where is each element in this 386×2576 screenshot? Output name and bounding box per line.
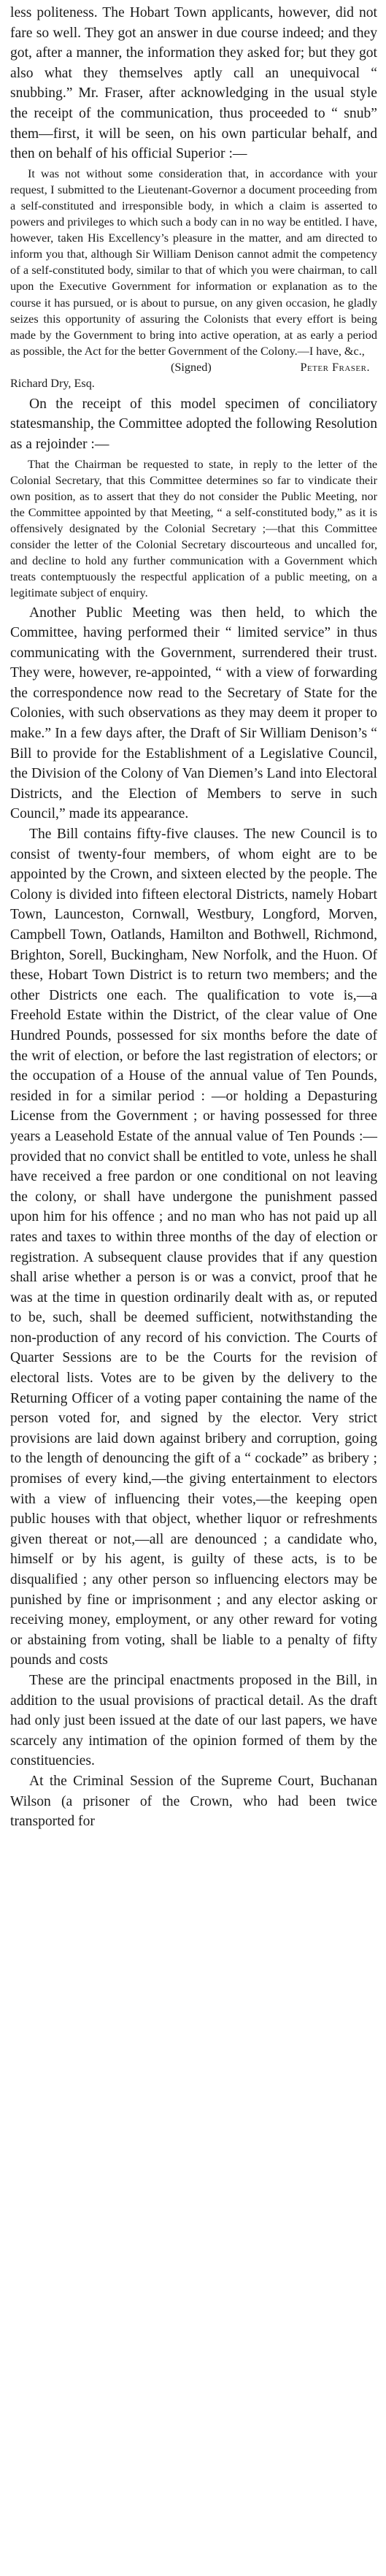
article-paragraph-fraser-snub: less politeness. The Hobart Town applicants, however, did not fare so well. They got an answer in due course indeed; and they got, after a manner, the information they asked for; but they got also what they themselves aptly call an unequivocal “ snubbing.” Mr. Fraser, after acknowledging in the usual style the receipt of the communication, thus proceeded to “ snub” them—first, it will be seen, on his own particular behalf, and then on behalf of his official Superior :— bbox=[10, 5, 377, 162]
article-paragraph-criminal-session: At the Criminal Session of the Supreme Court, Buchanan Wilson (a prisoner of the Crown, who had been twice transported for bbox=[10, 1773, 377, 1830]
article-paragraph-bill-clauses: The Bill contains fifty-five clauses. The new Council is to consist of twenty-four members, of whom eight are to be appointed by the Crown, and sixteen elected by the people. The Colony is divided into fifteen electoral Districts, namely Hobart Town, Launceston, Cornwall, Westbury, Longford, Morven, Campbell Town, Oatlands, Hamilton and Bothwell, Richmond, Brighton, Sorell, Buckingham, New Norfolk, and the Huon. Of these, Hobart Town District is to return two members; and the other Districts one each. The qualification to vote is,—a Freehold Estate within the District, of the clear value of One Hundred Pounds, possessed for six months before the date of the writ of election, or before the last registration of electors; or the occupation of a House of the annual value of Ten Pounds, resided in for a similar period : —or holding a Depasturing License from the Government ; or having possessed for three years a Leasehold Estate of the annual value of Ten Pounds :—provided that no convict shall be entitled to vote, unless he shall have received a free pardon or one conditional on not leaving the colony, or shall have undergone the punishment passed upon him for his offence ; and no man who has not paid up all rates and taxes to within three months of the day of election or registration. A subsequent clause provides that if any question shall arise whether a person is or was a convict, proof that he was at the time in question ordinarily dealt with as, or reputed to be, such, shall be deemed sufficient, notwithstanding the non-production of any record of his conviction. The Courts of Quarter Sessions are to be the Courts for the revision of electoral lists. Votes are to be given by the delivery to the Returning Officer of a voting paper containing the name of the person voted for, and signed by the elector. Very strict provisions are laid down against bribery and corruption, going to the length of denouncing the gift of a “ cockade” as bribery ; promises of every kind,—the giving entertainment to electors with a view of influencing their votes,—the keeping open public houses with that object, whether liquor or refreshments given thereat or not,—all are denounced ; a candidate who, himself or by his agent, is guilty of these acts, is to be disqualified ; any other person so influencing electors may be punished by fine or imprisonment ; and any elector asking or receiving money, employment, or any other reward for voting or abstaining from voting, shall be liable to a penalty of fifty pounds and costs bbox=[10, 827, 377, 1668]
letter-author: Peter Fraser. bbox=[300, 360, 370, 374]
quoted-letter-colonial-secretary: It was not without some consideration that, in accordance with your request, I submitted to the Lieutenant-Governor a document proceeding from a self-constituted and irresponsible body, in which a claim is asserted to powers and privileges to which such a body can in no way be entitled. I have, however, taken His Excellency’s pleasure in the matter, and am directed to inform you that, although Sir William Denison cannot admit the competency of a self-constituted body, similar to that of which you were chairman, to call upon the Executive Government for information or explanation as to the course it has pursued, or is about to pursue, on any given occasion, he gladly seizes this opportunity of assuring the Colonists that every effort is being made by the Government to bring into active operation, at as early a period as possible, the Act for the better Government of the Colony.—I have, &c., bbox=[10, 166, 377, 358]
quoted-committee-resolution: That the Chairman be requested to state, in reply to the letter of the Colonial Secretary, that this Committee determines so far to vindicate their own position, as to assert that they do not consider the Public Meeting, nor the Committee appointed by that Meeting, “ a self-constituted body,” as it is offensively designated by the Colonial Secretary ;—that this Committee consider the letter of the Colonial Secretary discourteous and uncalled for, and decline to hold any further communication with a Government which treats contemptuously the respectful application of a public meeting, on a legitimate subject of enquiry. bbox=[10, 457, 377, 600]
letter-signature bbox=[10, 359, 377, 375]
signed-mark: (Signed) bbox=[171, 360, 212, 374]
article-paragraph-committee-rejoinder: On the receipt of this model specimen of conciliatory statesmanship, the Committee adopted the following Resolution as a rejoinder :— bbox=[10, 396, 377, 453]
article-paragraph-principal-enactments: These are the principal enactments proposed in the Bill, in addition to the usual provisions of practical detail. As the draft had only just been issued at the date of our last papers, we have scarcely any intimation of the opinion formed of them by the constituencies. bbox=[10, 1672, 377, 1769]
article-paragraph-public-meeting: Another Public Meeting was then held, to which the Committee, having performed their “ limited service” in thus communicating with the Government, surrendered their trust. They were, however, re-appointed, “ with a view of forwarding the correspondence now read to the Secretary of State for the Colonies, with such observations as they may deem it proper to make.” In a few days after, the Draft of Sir William Denison’s “ Bill to provide for the Establishment of a Legislative Council, the Division of the Colony of Van Diemen’s Land into Electoral Districts, and the Election of Members to serve in such Council,” made its appearance. bbox=[10, 605, 377, 822]
letter-addressee: Richard Dry, Esq. bbox=[10, 376, 95, 390]
